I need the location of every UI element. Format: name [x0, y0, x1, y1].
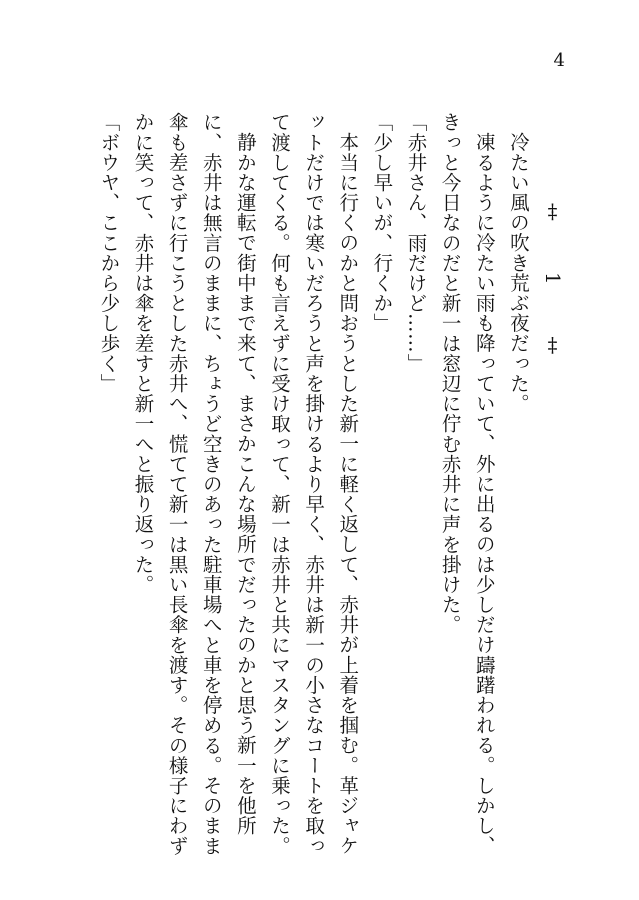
page-number: 4: [553, 50, 565, 71]
vertical-text-block: [69, 112, 569, 864]
paragraph-1: 冷たい風の吹き荒ぶ夜だった。: [506, 131, 530, 413]
dialogue-line-1: 「赤井さん、雨だけど……」: [404, 112, 428, 374]
dialogue-line-3: 「ボウヤ、ここから少し歩く」: [97, 112, 121, 394]
paragraph-3: 本当に行くのかと問おうとした新一に軽く返して、赤井が上着を掴む。革ジャケットだけでは寒いだろうと声を掛けるより早く、赤井は新一の小さなコートを取って渡してくる。何も言えずに受け取って、新一は赤井と共にマスタングに乗った。: [268, 112, 360, 856]
paragraph-4: 静かな運転で街中まで来て、まさかこんな場所でだったのかと思う新一を他所に、赤井は無言のままに、ちょうど空きのあった駐車場へと車を停める。そのまま傘も差さずに行こうとした赤井へ、慌てて新一は黒い長傘を渡す。その様子にわずかに笑って、赤井は傘を差すと新一へと振り返った。: [131, 112, 257, 856]
section-heading: ‡ 1 ‡: [541, 199, 564, 378]
paragraph-2: 凍るように冷たい雨も降っていて、外に出るのは少しだけ躊躇われる。しかし、きっと今日なのだと新一は窓辺に佇む赤井に声を掛けた。: [438, 112, 496, 856]
dialogue-line-2: 「少し早いが、行くか」: [370, 112, 394, 334]
